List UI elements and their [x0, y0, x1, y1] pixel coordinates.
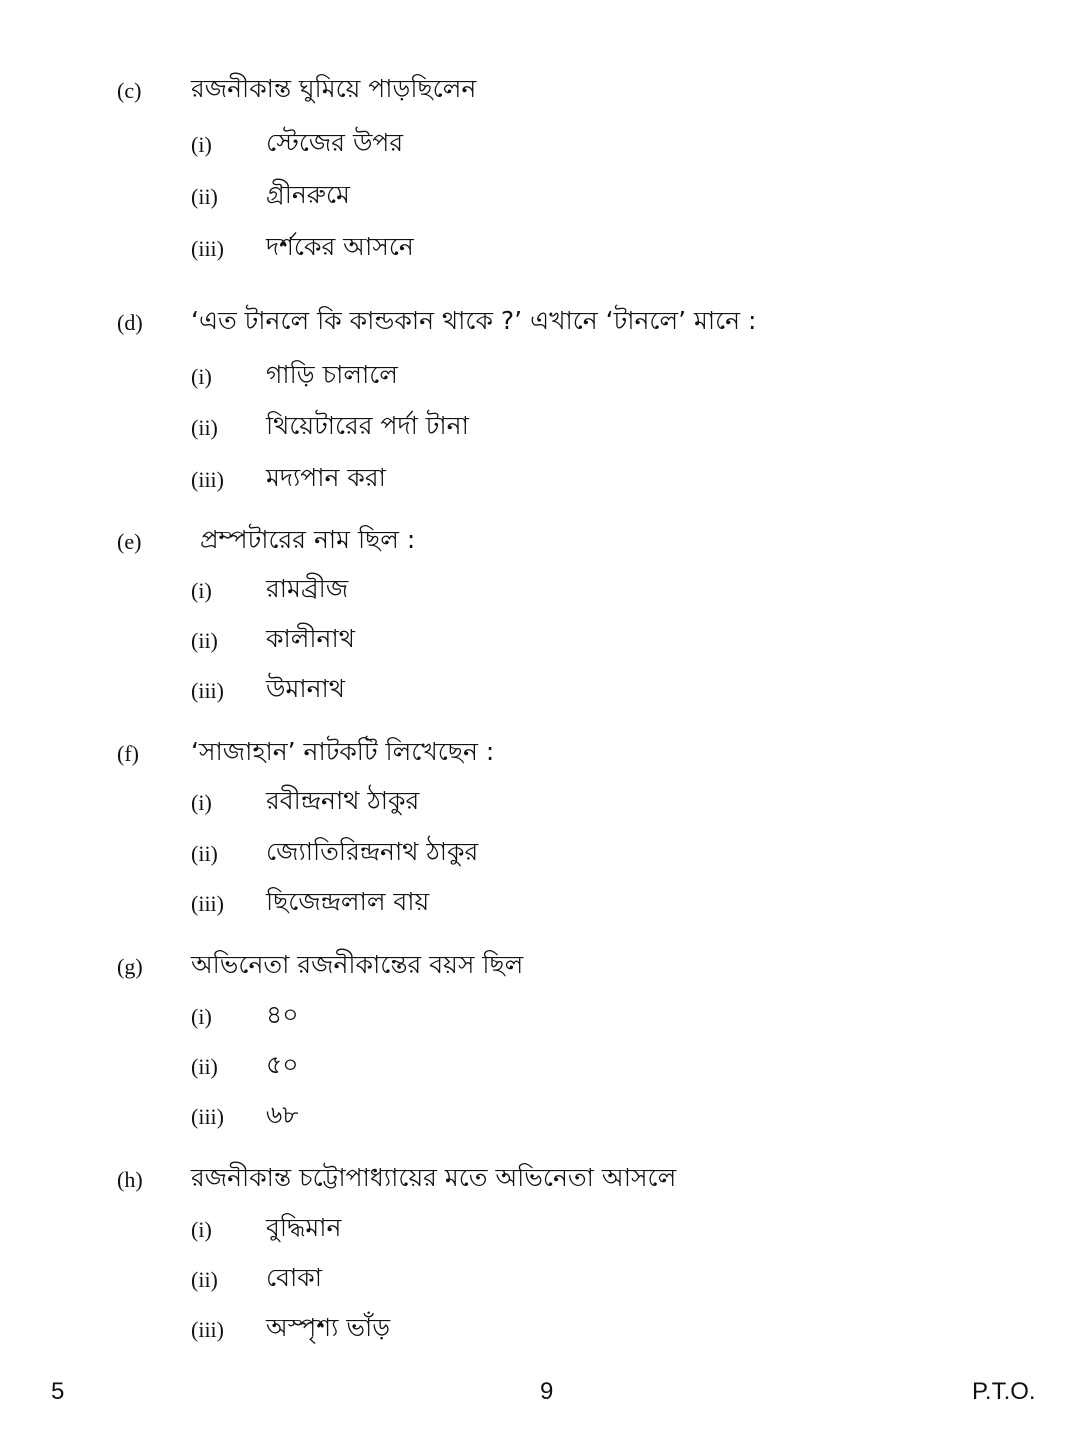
option-text: ছিজেন্দ্রলাল বায় [266, 887, 430, 916]
question-label: (h) [117, 1167, 143, 1192]
question-text: রজনীকান্ত চট্টোপাধ্যায়ের মতে অভিনেতা আসলে [191, 1163, 677, 1192]
question-label: (f) [117, 741, 139, 766]
option-label: (i) [191, 578, 212, 603]
option-text: থিয়েটারের পর্দা টানা [266, 411, 469, 440]
pto-label: P.T.O. [972, 1378, 1036, 1405]
option-label: (iii) [191, 1104, 224, 1129]
option-text: উমানাথ [266, 674, 345, 703]
option-text: রবীন্দ্রনাথ ঠাকুর [266, 786, 420, 815]
option-text: ৪০ [266, 1000, 299, 1029]
option-text: জ্যোতিরিন্দ্রনাথ ঠাকুর [266, 837, 479, 866]
question-label: (c) [117, 78, 142, 103]
question-text: অভিনেতা রজনীকান্তের বয়স ছিল [191, 950, 524, 979]
option-label: (ii) [191, 841, 218, 866]
option-label: (i) [191, 1004, 212, 1029]
option-text: কালীনাথ [266, 624, 355, 653]
option-label: (i) [191, 132, 212, 157]
question-text: প্রম্পটারের নাম ছিল : [200, 525, 416, 554]
option-label: (ii) [191, 415, 218, 440]
question-label: (d) [117, 310, 143, 335]
option-text: বোকা [266, 1263, 323, 1292]
option-text: মদ্যপান করা [266, 463, 386, 492]
option-text: স্টেজের উপর [266, 128, 404, 157]
option-label: (iii) [191, 891, 224, 916]
option-label: (ii) [191, 628, 218, 653]
option-label: (i) [191, 790, 212, 815]
option-text: দর্শকের আসনে [266, 232, 414, 261]
footer-code: 5 [51, 1378, 65, 1405]
option-label: (iii) [191, 467, 224, 492]
question-text: ‘সাজাহান’ নাটকটি লিখেছেন : [191, 737, 495, 766]
page-number: 9 [540, 1378, 554, 1405]
question-label: (e) [117, 529, 142, 554]
option-label: (iii) [191, 678, 224, 703]
option-label: (ii) [191, 184, 218, 209]
option-label: (iii) [191, 1317, 224, 1342]
option-text: অস্পৃশ্য ভাঁড় [266, 1313, 391, 1342]
question-text: ‘এত টানলে কি কান্ডকান থাকে ?’ এখানে ‘টানলে’ মানে : [191, 306, 757, 335]
option-text: গাড়ি চালালে [266, 360, 398, 389]
option-text: ৫০ [266, 1050, 299, 1079]
option-text: বুদ্ধিমান [266, 1213, 342, 1242]
option-label: (ii) [191, 1054, 218, 1079]
question-label: (g) [117, 954, 143, 979]
option-label: (iii) [191, 236, 224, 261]
option-text: রামব্রীজ [266, 574, 349, 603]
option-label: (ii) [191, 1267, 218, 1292]
option-label: (i) [191, 364, 212, 389]
option-label: (i) [191, 1217, 212, 1242]
question-text: রজনীকান্ত ঘুমিয়ে পাড়ছিলেন [191, 74, 477, 103]
option-text: গ্রীনরুমে [266, 180, 350, 209]
option-text: ৬৮ [266, 1100, 299, 1129]
